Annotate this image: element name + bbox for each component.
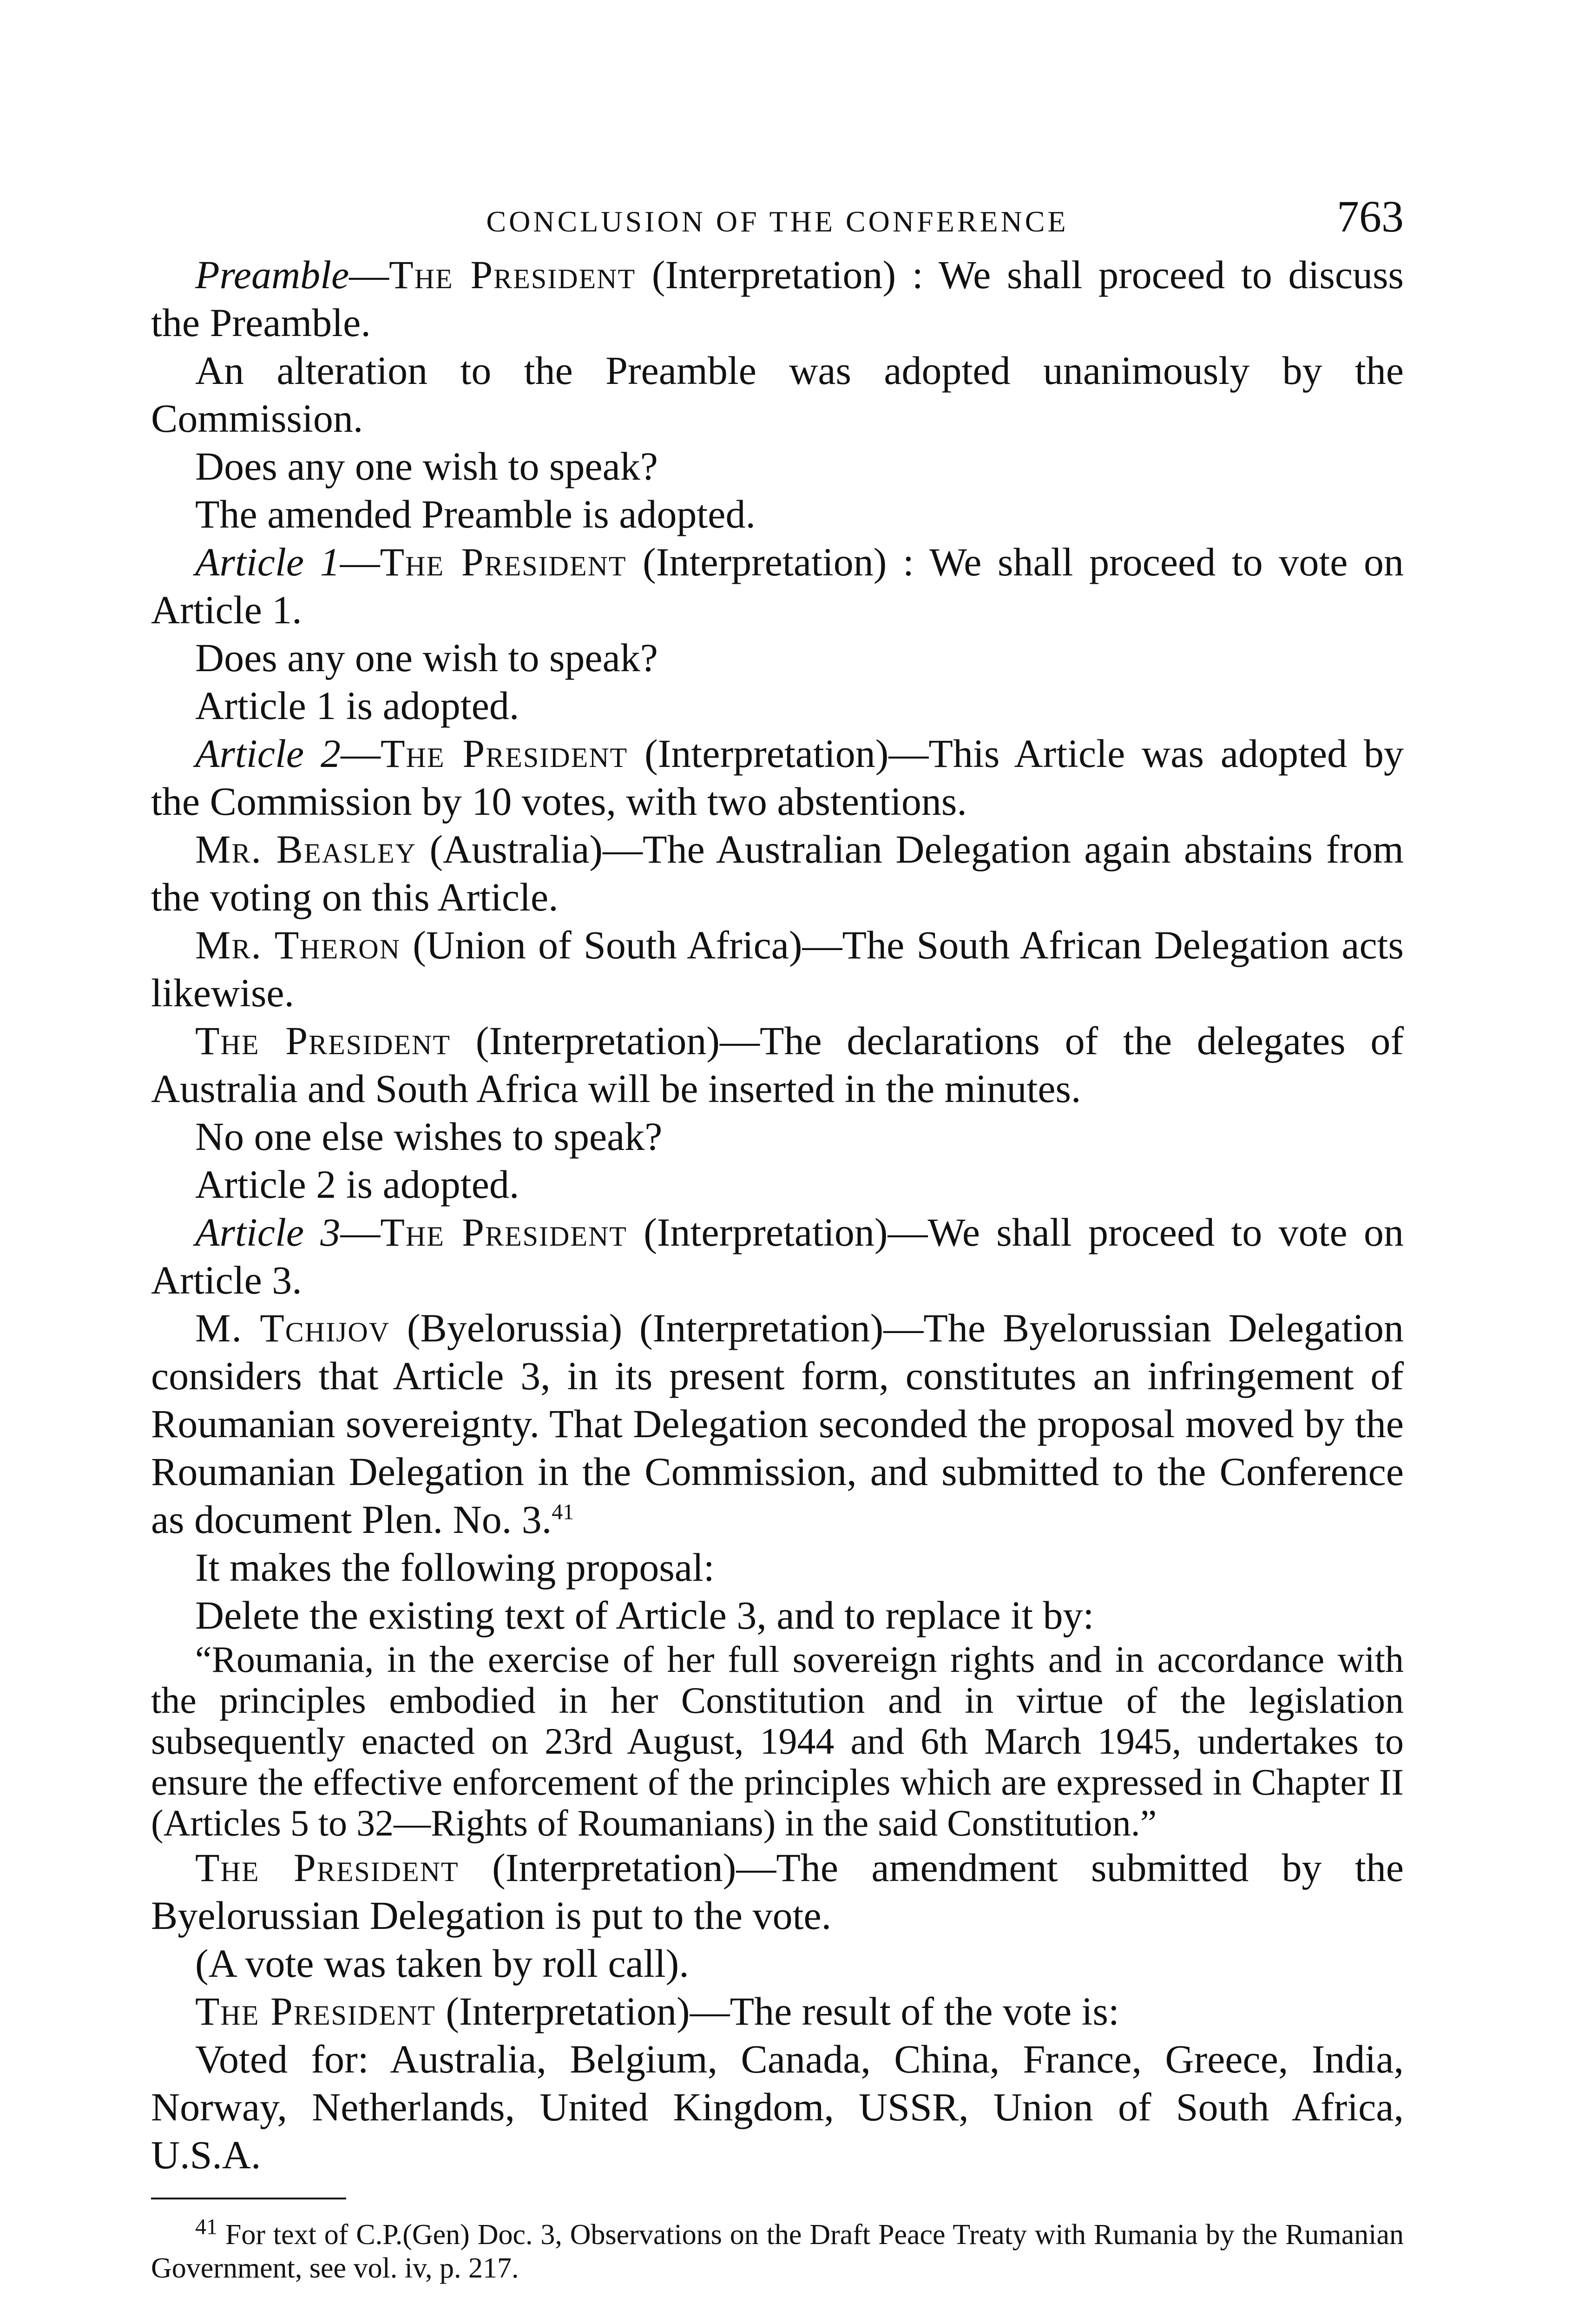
page-body [151,251,1404,2285]
page-number: 763 [1337,191,1404,241]
paragraph-president: The President (Interpretation)—The declarations of the delegates of Australia and South Africa will be inserted in the minutes. [151,1018,1404,1111]
speaker-name: The President [195,1018,451,1063]
paragraph: Article 2 is adopted. [195,1162,519,1207]
paragraph-vote-result: Voted for: Australia, Belgium, Canada, China, France, Greece, India, Norway, Netherlands, United Kingdom, USSR, Union of South Africa, U.S.A. [151,2037,1404,2177]
running-head: CONCLUSION OF THE CONFERENCE [486,205,1069,238]
footnote-reference: 41 [552,1499,574,1525]
speaker-name: The President [380,540,627,584]
paragraph: An alteration to the Preamble was adopted unanimously by the Commission. [151,348,1404,441]
section-lead: Article 1 [195,540,340,584]
paragraph: Does any one wish to speak? [195,635,658,680]
paragraph-president: The President (Interpretation)—The result of the vote is: [195,1989,1119,2034]
paragraph: Delete the existing text of Article 3, and to replace it by: [195,1593,1094,1637]
speaker-name: The President [380,731,628,776]
speaker-name: The President [389,252,636,297]
paragraph: Article 1 is adopted. [195,683,519,728]
paragraph: The amended Preamble is adopted. [195,492,756,536]
paragraph: It makes the following proposal: [195,1545,715,1590]
paragraph: (A vote was taken by roll call). [195,1941,689,1986]
paragraph: Does any one wish to speak? [195,444,658,489]
block-quote: “Roumania, in the exercise of her full sovereign rights and in accordance with the principles embodied in her Constitution and in virtue of the legislation subsequently enacted on 23rd August, 1944 and 6th March 1945, undertakes to ensure the effective enforcement of the principles which are expressed in Chapter II (Articles 5 to 32—Rights of Roumanians) in the said Constitution.” [151,1639,1404,1844]
footnote-marker: 41 [195,2214,217,2239]
speaker-name: Mr. Theron [195,923,401,967]
speaker-name: The President [195,1845,459,1890]
footnote [151,2214,1404,2285]
speaker-name: The President [195,1989,436,2034]
page-header [151,186,1404,251]
section-lead: Article 3 [195,1210,341,1254]
speaker-name: Mr. Beasley [195,827,416,872]
paragraph-tchijov: M. Tchijov (Byelorussia) (Interpretation)—The Byelorussian Delegation considers that Article 3, in its present form, constitutes an infringement of Roumanian sovereignty. That Delegation seconded the proposal moved by the Roumanian Delegation in the Commission, and submitted to the Conference as document Plen. No. 3.41 [151,1306,1404,1542]
paragraph: No one else wishes to speak? [195,1114,663,1159]
paragraph-beasley: Mr. Beasley (Australia)—The Australian Delegation again abstains from the voting on this Article. [151,827,1404,919]
paragraph-article-1: Article 1—The President (Interpretation) : We shall proceed to vote on Article 1. [151,540,1404,632]
section-lead: Article 2 [195,731,341,776]
section-lead: Preamble [195,252,349,297]
paragraph-theron: Mr. Theron (Union of South Africa)—The South African Delegation acts likewise. [151,923,1404,1015]
speaker-name: The President [380,1210,627,1254]
speaker-name: M. Tchijov [195,1306,390,1350]
paragraph-article-2: Article 2—The President (Interpretation)—This Article was adopted by the Commission by 10 votes, with two abstentions. [151,731,1404,824]
paragraph-article-3: Article 3—The President (Interpretation)—We shall proceed to vote on Article 3. [151,1210,1404,1302]
footnote-divider [151,2198,346,2199]
footnote-text: For text of C.P.(Gen) Doc. 3, Observations on the Draft Peace Treaty with Rumania by the Rumanian Government, see vol. iv, p. 217. [151,2219,1404,2284]
paragraph-preamble: Preamble—The President (Interpretation) : We shall proceed to discuss the Preamble. [151,252,1404,345]
paragraph-president: The President (Interpretation)—The amendment submitted by the Byelorussian Delegation is put to the vote. [151,1845,1404,1938]
